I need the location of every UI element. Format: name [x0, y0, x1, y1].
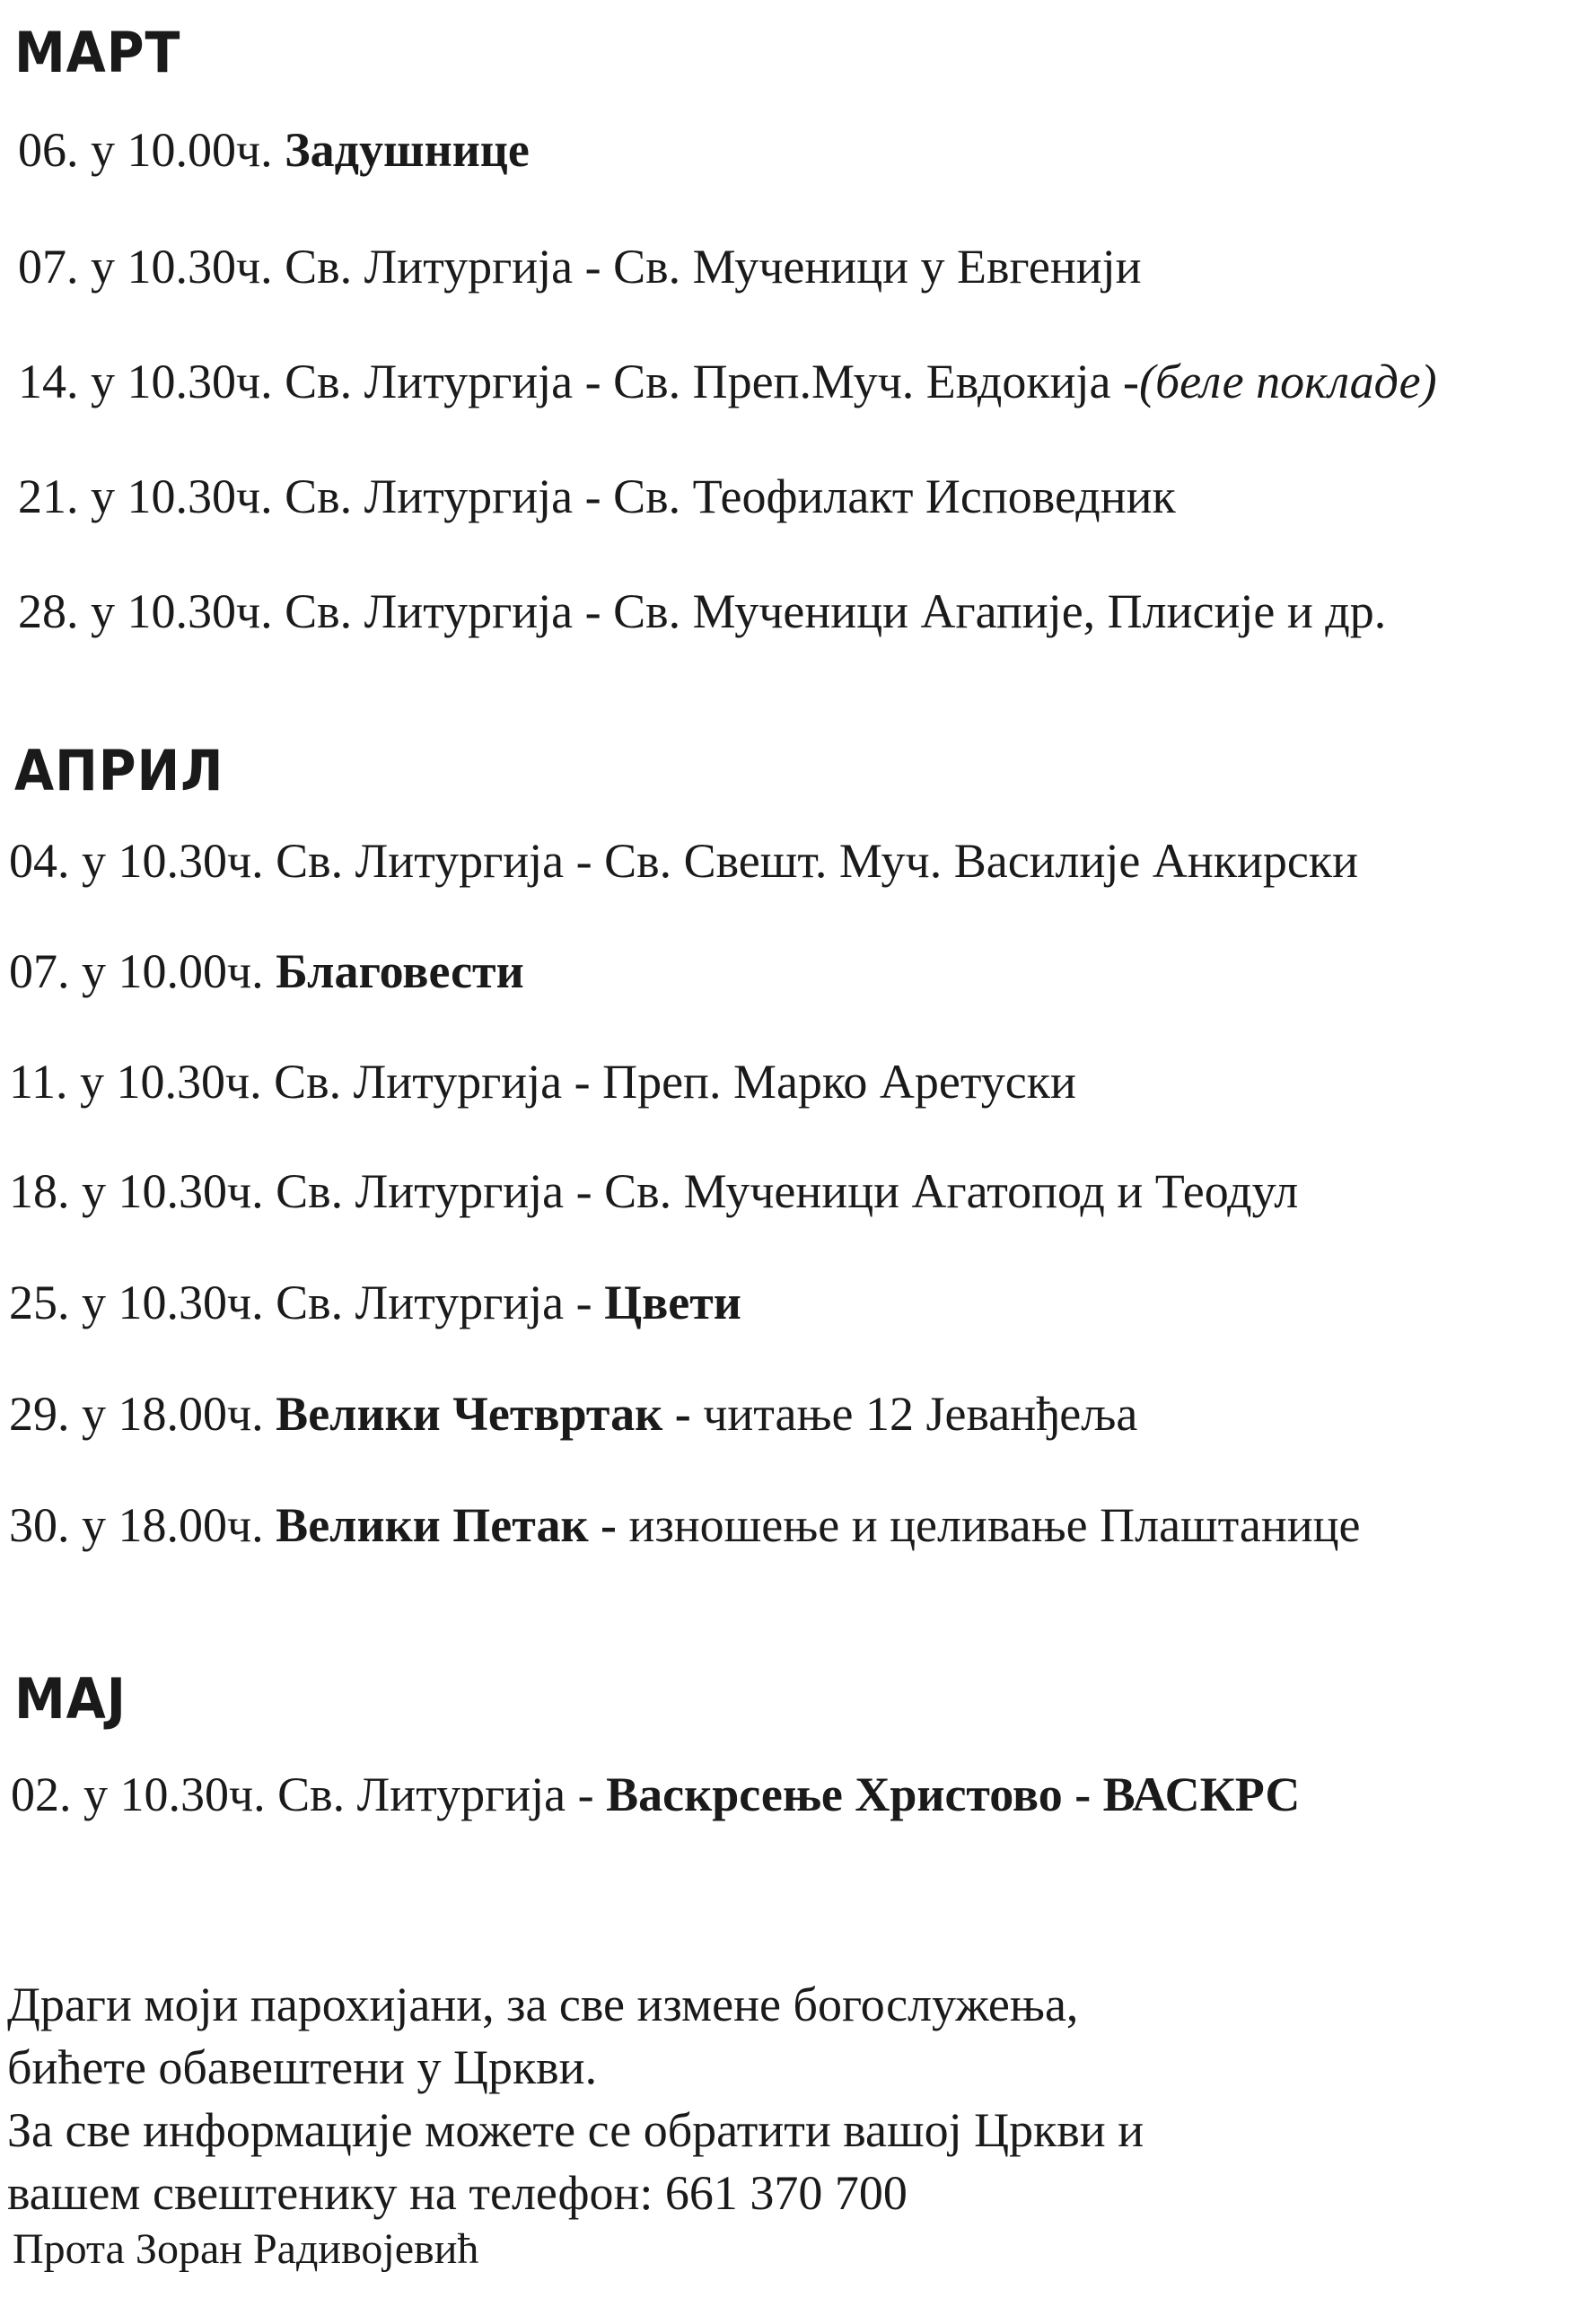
entry-text: 29. у 18.00ч.	[9, 1387, 264, 1441]
schedule-entry	[9, 1055, 1076, 1109]
schedule-entry	[9, 1387, 1138, 1441]
entry-feast: Благовести	[276, 944, 524, 998]
month-heading-may: МАЈ	[14, 1666, 127, 1732]
month-heading-march: МАРТ	[14, 20, 181, 85]
entry-text: 21. у 10.30ч. Св. Литургија - Св. Теофилакт Исповедник	[18, 469, 1176, 523]
schedule-entry	[9, 834, 1359, 888]
entry-text: 28. у 10.30ч. Св. Литургија - Св. Мученици Агапије, Плисије и др.	[18, 584, 1387, 638]
entry-text: 30. у 18.00ч.	[9, 1498, 264, 1552]
schedule-entry	[9, 1278, 741, 1327]
entry-text: 07. у 10.00ч.	[9, 944, 264, 998]
entry-detail: читање 12 Јеванђеља	[703, 1387, 1138, 1441]
entry-feast: Васкрсење Христово - ВАСКРС	[606, 1767, 1301, 1821]
schedule-entry	[11, 1767, 1301, 1821]
schedule-entry	[9, 944, 524, 998]
entry-feast: Велики Петак -	[276, 1498, 618, 1552]
entry-text: 02. у 10.30ч. Св. Литургија -	[11, 1767, 594, 1821]
schedule-entry	[9, 1164, 1299, 1218]
entry-text: 14. у 10.30ч. Св. Литургија - Св. Преп.Муч. Евдокија -	[18, 355, 1139, 408]
schedule-entry	[18, 123, 530, 177]
entry-feast: Цвети	[604, 1276, 741, 1329]
entry-text: 07. у 10.30ч. Св. Литургија - Св. Мученици у Евгенији	[18, 240, 1142, 294]
signature: Прота Зоран Радивојевић	[13, 2225, 479, 2273]
entry-note: (беле покладе)	[1139, 355, 1437, 408]
month-heading-april: АПРИЛ	[14, 738, 224, 803]
entry-detail: изношење и целивање Плаштанице	[628, 1498, 1361, 1552]
entry-feast: Велики Четвртак -	[276, 1387, 691, 1441]
schedule-entry	[18, 469, 1176, 523]
notice-line: вашем свештенику на телефон: 661 370 700	[7, 2166, 908, 2220]
entry-feast: Задушнице	[285, 123, 530, 177]
notice-line: бићете обавештени у Цркви.	[7, 2040, 598, 2094]
schedule-entry	[18, 357, 1437, 406]
entry-text: 06. у 10.00ч.	[18, 123, 273, 177]
schedule-entry	[18, 240, 1142, 294]
entry-text: 25. у 10.30ч. Св. Литургија -	[9, 1276, 592, 1329]
entry-text: 18. у 10.30ч. Св. Литургија - Св. Мученици Агатопод и Теодул	[9, 1164, 1299, 1218]
entry-text: 11. у 10.30ч. Св. Литургија - Преп. Марко Аретуски	[9, 1055, 1076, 1109]
entry-text: 04. у 10.30ч. Св. Литургија - Св. Свешт. Муч. Василије Анкирски	[9, 834, 1359, 888]
notice-line: Драги моји парохијани, за све измене богослужења,	[7, 1978, 1079, 2031]
schedule-entry	[9, 1498, 1361, 1552]
schedule-entry	[18, 584, 1387, 638]
notice-line: За све информације можете се обратити вашој Цркви и	[7, 2103, 1144, 2157]
